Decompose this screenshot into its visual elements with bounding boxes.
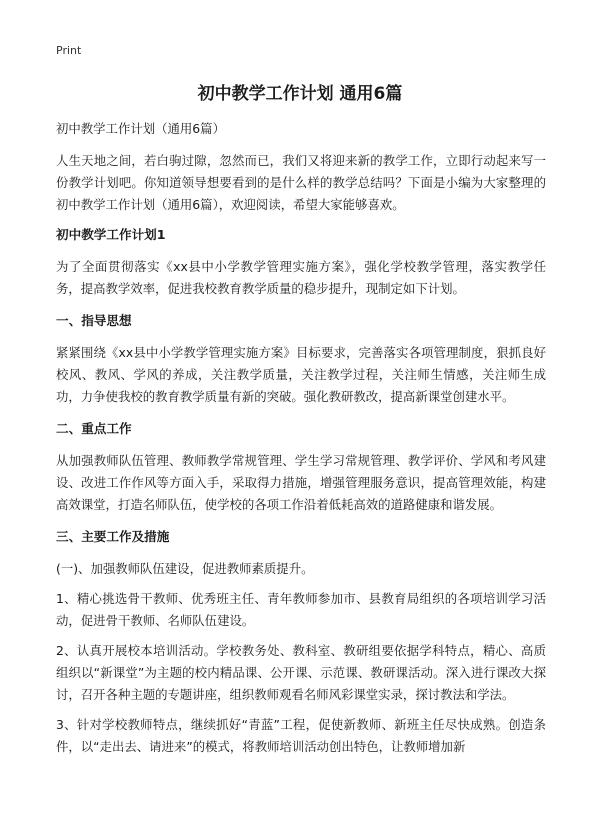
list-item: 2、认真开展校本培训活动。学校教务处、教科室、教研组要依据学科特点，精心、高质组织以“新课堂”为主题的校内精品课、公开课、示范课、教研课活动。深入进行课改大探讨，召开各种主题的专题讲座，组织教师观看名师风彩课堂实录，探讨教法和学法。 <box>56 643 546 702</box>
plan-heading: 初中教学工作计划1 <box>56 227 166 242</box>
plan-intro-paragraph: 为了全面贯彻落实《xx县中小学教学管理实施方案》，强化学校教学管理，落实教学任务，提高教学效率，促进我校教育教学质量的稳步提升，现制定如下计划。 <box>56 259 546 296</box>
intro-paragraph: 人生天地之间，若白驹过隙，忽然而已，我们又将迎来新的教学工作，立即行动起来写一份教学计划吧。你知道领导想要看到的是什么样的教学总结吗？下面是小编为大家整理的初中教学工作计划（通用6篇），欢迎阅读，希望大家能够喜欢。 <box>56 153 546 212</box>
list-item: 3、针对学校教师特点，继续抓好“青蓝”工程，促使新教师、新班主任尽快成熟。创造条件，以“走出去、请进来”的模式，将教师培训活动创出特色，让教师增加新 <box>56 717 546 754</box>
document-body <box>56 118 546 766</box>
subsection-teacher-team: (一)、加强教师队伍建设，促进教师素质提升。 <box>56 561 314 576</box>
section-heading-key-work: 二、重点工作 <box>56 421 132 436</box>
page-title: 初中教学工作计划 通用6篇 <box>197 84 403 104</box>
section-heading-guiding-ideology: 一、指导思想 <box>56 313 132 328</box>
document-subtitle: 初中教学工作计划（通用6篇） <box>56 121 225 136</box>
section-text-key-work: 从加强教师队伍管理、教师教学常规管理、学生学习常规管理、教学评价、学风和考风建设、改进工作作风等方面入手，采取得力措施，增强管理服务意识，提高管理效能，构建高效课堂，打造名师队伍，使学校的各项工作沿着低耗高效的道路健康和谐发展。 <box>56 453 546 512</box>
print-link[interactable]: Print <box>56 44 82 57</box>
list-item: 1、精心挑选骨干教师、优秀班主任、青年教师参加市、县教育局组织的各项培训学习活动，促进骨干教师、名师队伍建设。 <box>56 591 546 628</box>
section-heading-main-measures: 三、主要工作及措施 <box>56 529 170 544</box>
section-text-guiding-ideology: 紧紧围绕《xx县中小学教学管理实施方案》目标要求，完善落实各项管理制度，狠抓良好校风、教风、学风的养成，关注教学质量，关注教学过程，关注师生情感，关注师生成功，力争使我校的教育教学质量有新的突破。强化教研教改，提高新课堂创建水平。 <box>56 345 546 404</box>
